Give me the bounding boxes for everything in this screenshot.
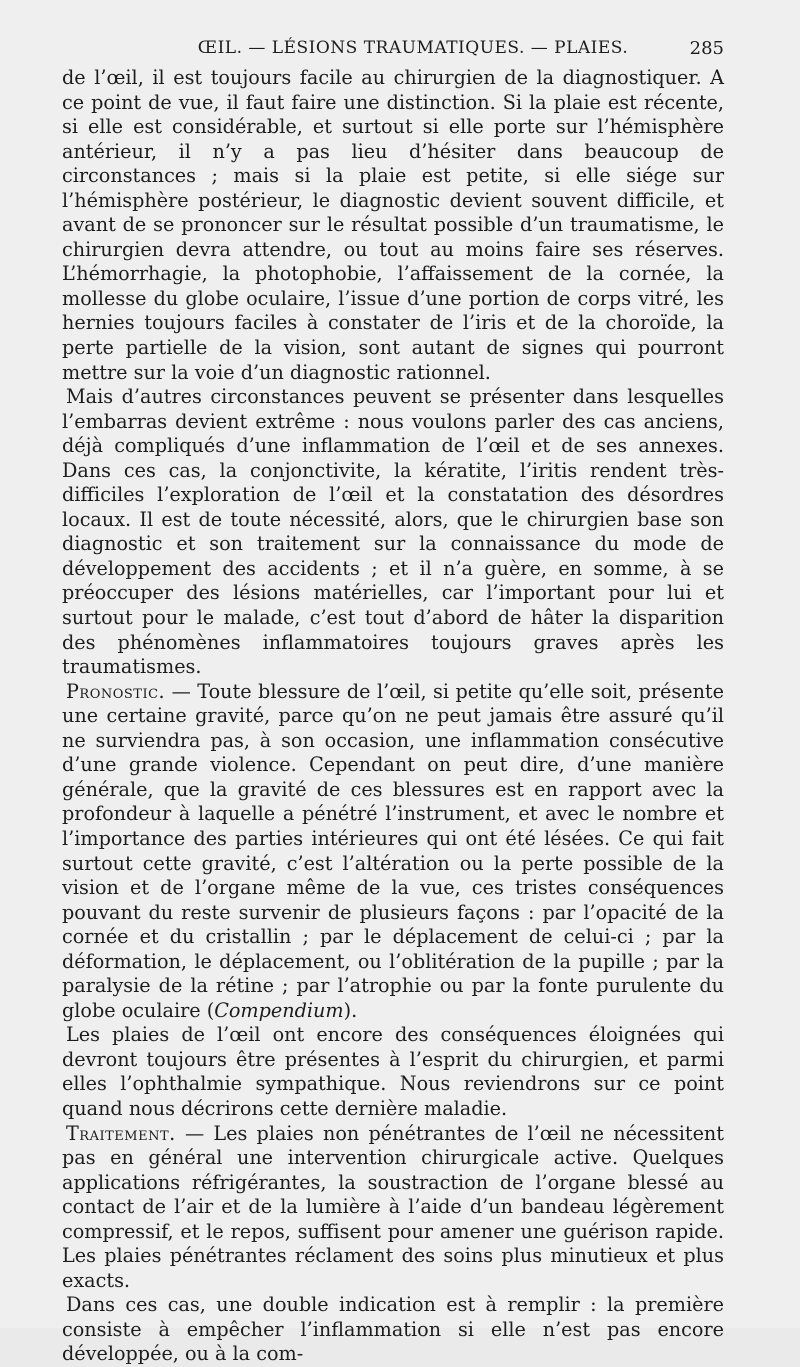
page-number: 285 bbox=[689, 38, 724, 59]
paragraph-tail: ). bbox=[343, 998, 358, 1022]
paragraph-diagnostic-continued bbox=[62, 66, 724, 385]
paragraph-double-indication bbox=[62, 1293, 724, 1367]
paragraph-text: Mais d’autres circonstances peuvent se présenter dans lesquelles l’embarras devient extrême : nous voulons parler des cas anciens, déjà compliqués d’une inflammation de l’œil et de ses annexes. Dans ces cas, la conjonctivite, la kératite, l’iritis rendent très-difficiles l’exploration de l’œil et la constatation des désordres locaux. Il est de toute nécessité, alors, que le chirurgien base son diagnostic et son traitement sur la connaissance du mode de développement des accidents ; et il n’a guère, en somme, à se préoccuper des lésions matérielles, car l’important pour lui et surtout pour le malade, c’est tout d’abord de hâter la disparition des phénomènes inflammatoires toujours graves après les traumatismes. bbox=[62, 385, 724, 679]
paragraph-text: Dans ces cas, une double indication est à remplir : la première consiste à empêcher l’inflammation si elle n’est pas encore développée, ou à la com- bbox=[62, 1293, 724, 1366]
section-lead-pronostic: Pronostic. bbox=[66, 679, 166, 703]
page-body bbox=[62, 66, 724, 1367]
paragraph-text: — Toute blessure de l’œil, si petite qu’elle soit, présente une certaine gravité, parce qu’on ne peut jamais être assuré qu’il ne surviendra pas, à son occasion, une inflammation consécutive d’une grande violence. Cependant on peut dire, d’une manière générale, que la gravité de ces blessures est en rapport avec la profondeur à laquelle a pénétré l’instrument, et avec le nombre et l’importance des parties intérieures qui ont été lésées. Ce qui fait surtout cette gravité, c’est l’altération ou la perte possible de la vision et de l’organe même de la vue, ces tristes conséquences pouvant du reste survenir de plusieurs façons : par l’opacité de la cornée et du cristallin ; par le déplacement de celui-ci ; par la déformation, le déplacement, ou l’oblitération de la pupille ; par la paralysie de la rétine ; par l’atrophie ou par la fonte purulente du globe oculaire ( bbox=[62, 679, 724, 1022]
paragraph-pronostic bbox=[62, 680, 724, 1024]
citation-italic: Compendium bbox=[214, 998, 344, 1022]
paragraph-complications bbox=[62, 385, 724, 680]
section-lead-traitement: Traitement. bbox=[66, 1121, 176, 1145]
running-header bbox=[62, 38, 724, 64]
paragraph-traitement bbox=[62, 1122, 724, 1294]
running-title: ŒIL. — LÉSIONS TRAUMATIQUES. — PLAIES. bbox=[197, 38, 629, 58]
paragraph-text: de l’œil, il est toujours facile au chirurgien de la diagnostiquer. A ce point de vue, il faut faire une distinction. Si la plaie est récente, si elle est considérable, et surtout si elle porte sur l’hémisphère antérieur, il n’y a pas lieu d’hésiter dans beaucoup de circonstances ; mais si la plaie est petite, si elle siége sur l’hémisphère postérieur, le diagnostic devient souvent difficile, et avant de se prononcer sur le résultat possible d’un traumatisme, le chirurgien devra attendre, ou tout au moins faire ses réserves. L’hémorrhagie, la photophobie, l’affaissement de la cornée, la mollesse du globe oculaire, l’issue d’une portion de corps vitré, les hernies toujours faciles à constater de l’iris et de la choroïde, la perte partielle de la vision, sont autant de signes qui pourront mettre sur la voie d’un diagnostic rationnel. bbox=[62, 66, 724, 384]
paragraph-text: Les plaies de l’œil ont encore des conséquences éloignées qui devront toujours être présentes à l’esprit du chirurgien, et parmi elles l’ophthalmie sympathique. Nous reviendrons sur ce point quand nous décrirons cette dernière maladie. bbox=[62, 1023, 724, 1120]
paragraph-consequences bbox=[62, 1023, 724, 1121]
paragraph-text: — Les plaies non pénétrantes de l’œil ne nécessitent pas en général une intervention chirurgicale active. Quelques applications réfrigérantes, la soustraction de l’organe blessé au contact de l’air et de la lumière à l’aide d’un bandeau légèrement compressif, et le repos, suffisent pour amener une guérison rapide. Les plaies pénétrantes réclament des soins plus minutieux et plus exacts. bbox=[62, 1121, 724, 1292]
